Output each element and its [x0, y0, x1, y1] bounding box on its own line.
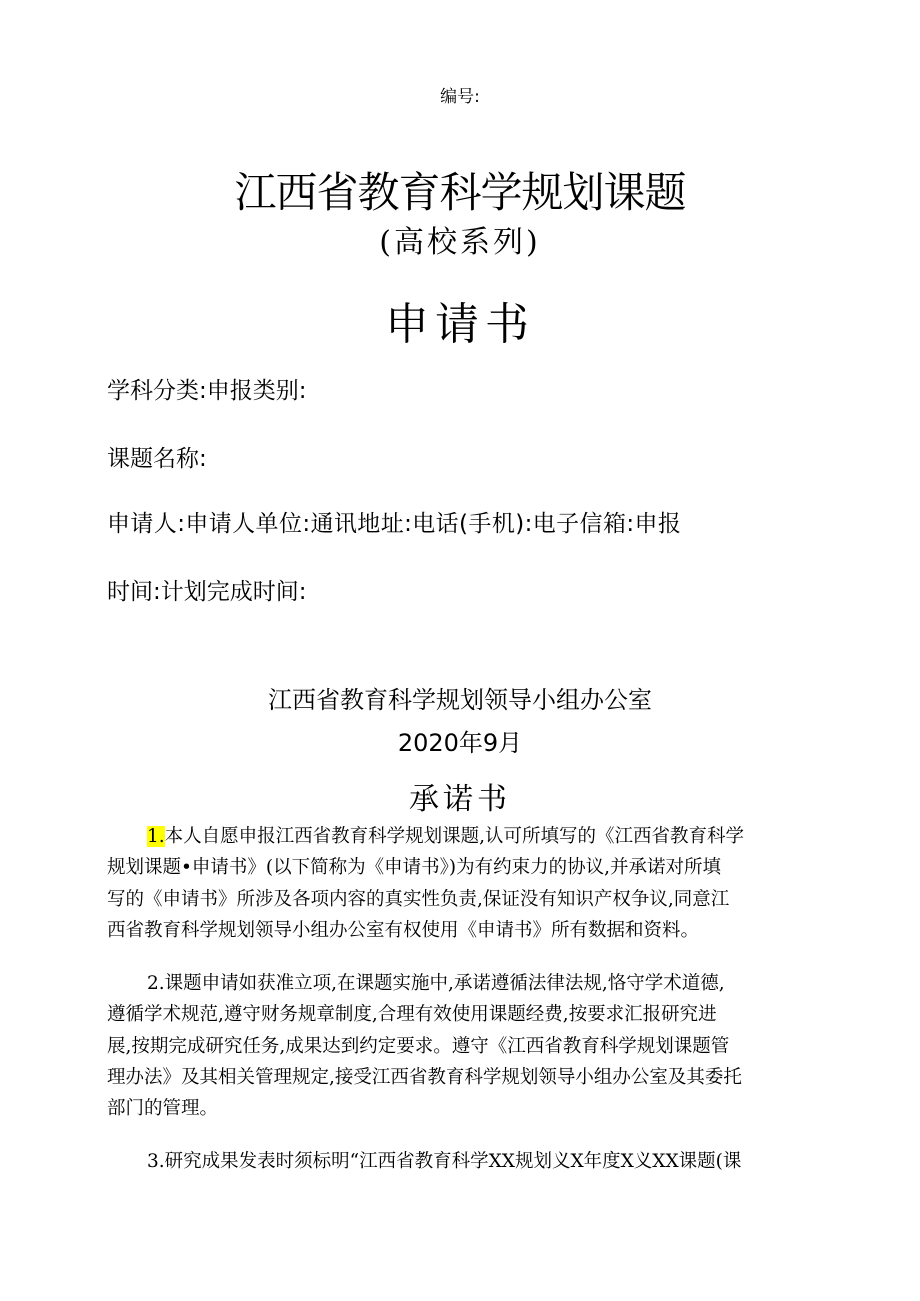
paragraph-line: 部门的管理。 [107, 1098, 219, 1120]
field-line-subject-category: 学科分类:申报类别: [107, 378, 307, 404]
pledge-paragraph-3 [107, 1146, 813, 1177]
paragraph-line: 西省教育科学规划领导小组办公室有权使用《申请书》所有数据和资料。 [107, 919, 700, 941]
field-line-time: 时间:计划完成时间: [107, 579, 307, 605]
paragraph-text: 本人自愿申报江西省教育科学规划课题,认可所填写的《江西省教育科学 [164, 826, 745, 847]
paragraph-line: 理办法》及其相关管理规定,接受江西省教育科学规划领导小组办公室及其委托 [107, 1066, 742, 1088]
paragraph-line: 遵循学术规范,遵守财务规章制度,合理有效使用课题经费,按要求汇报研究进 [107, 1004, 717, 1026]
issue-date: 2020年9月 [397, 729, 523, 757]
pledge-title: 承诺书 [409, 782, 511, 817]
issuing-office: 江西省教育科学规划领导小组办公室 [268, 686, 652, 714]
paragraph-line [107, 821, 813, 852]
document-form-name: 申请书 [385, 299, 535, 350]
field-line-project-name: 课题名称: [107, 446, 207, 472]
document-title: 江西省教育科学规划课题 [234, 168, 686, 217]
paragraph-line: 2.课题申请如获准立项,在课题实施中,承诺遵循法律法规,恪守学术道德, [147, 973, 725, 994]
highlighted-number: 1. [147, 826, 165, 847]
document-series: (高校系列) [379, 225, 541, 260]
paragraph-line: 展,按期完成研究任务,成果达到约定要求。遵守《江西省教育科学规划课题管 [107, 1035, 730, 1057]
field-line-applicant-info: 申请人:申请人单位:通讯地址:电话(手机):电子信箱:申报 [107, 511, 682, 537]
paragraph-line: 写的《申请书》所涉及各项内容的真实性负责,保证没有知识产权争议,同意江 [107, 888, 730, 910]
serial-number-label: 编号: [440, 87, 480, 107]
paragraph-line: 规划课题•申请书》(以下简称为《申请书》)为有约束力的协议,并承诺对所填 [107, 857, 721, 879]
paragraph-line: 3.研究成果发表时须标明“江西省教育科学XX规划义X年度X义XX课题(课 [147, 1151, 742, 1172]
pledge-paragraph-2 [107, 968, 813, 1124]
pledge-paragraph-1 [107, 821, 813, 946]
